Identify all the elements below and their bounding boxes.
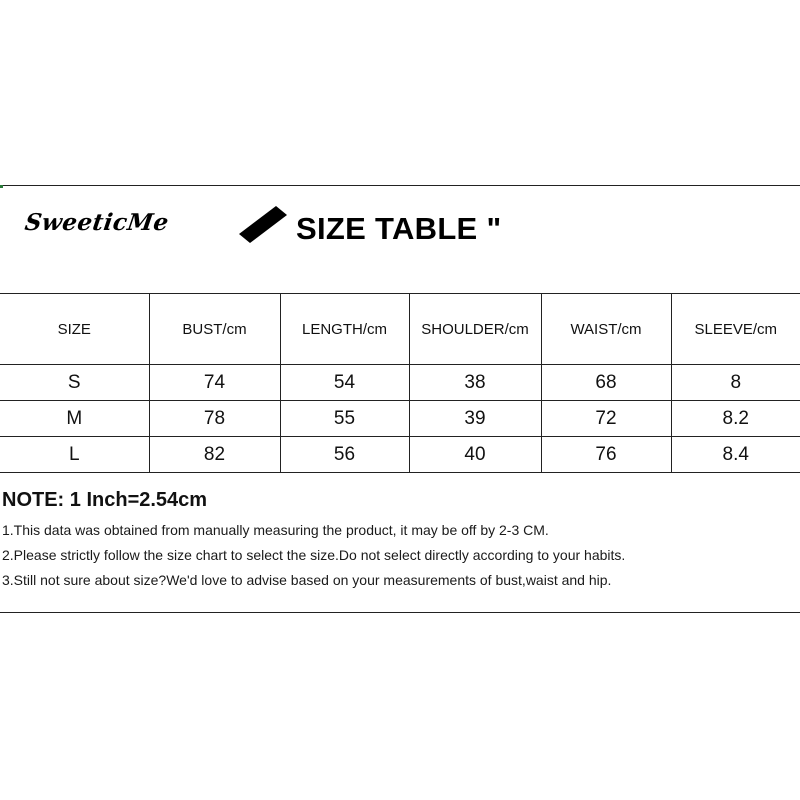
column-header-size: SIZE [0, 294, 149, 365]
table-cell: 38 [409, 365, 541, 401]
table-cell: 39 [409, 401, 541, 437]
column-header-shoulder: SHOULDER/cm [409, 294, 541, 365]
column-header-bust: BUST/cm [149, 294, 280, 365]
note-heading: NOTE: 1 Inch=2.54cm [2, 489, 208, 511]
table-cell: 8.4 [671, 437, 800, 473]
page-title: SIZE TABLE " [296, 211, 502, 246]
column-header-length: LENGTH/cm [280, 294, 409, 365]
table-cell: 8 [671, 365, 800, 401]
table-row [0, 401, 800, 437]
note-line: 1.This data was obtained from manually measuring the product, it may be off by 2-3 CM. [2, 522, 549, 538]
column-header-sleeve: SLEEVE/cm [671, 294, 800, 365]
table-cell: 78 [149, 401, 280, 437]
size-chart-card [0, 185, 800, 613]
table-cell: 55 [280, 401, 409, 437]
table-cell: 76 [541, 437, 671, 473]
table-cell: 72 [541, 401, 671, 437]
table-cell: 74 [149, 365, 280, 401]
table-cell: M [0, 401, 149, 437]
table-header-row [0, 294, 800, 365]
note-line: 3.Still not sure about size?We'd love to advise based on your measurements of bust,waist and hip. [2, 572, 612, 588]
table-cell: L [0, 437, 149, 473]
notes-section [2, 489, 798, 597]
table-cell: S [0, 365, 149, 401]
slash-bar-icon [236, 203, 290, 243]
column-header-waist: WAIST/cm [541, 294, 671, 365]
table-cell: 54 [280, 365, 409, 401]
table-cell: 40 [409, 437, 541, 473]
table-cell: 56 [280, 437, 409, 473]
table-cell: 82 [149, 437, 280, 473]
table-cell: 68 [541, 365, 671, 401]
note-line: 2.Please strictly follow the size chart to select the size.Do not select directly according to your habits. [2, 547, 626, 563]
brand-logo: SweeticMe [23, 209, 171, 236]
accent-mark [0, 185, 3, 188]
table-cell: 8.2 [671, 401, 800, 437]
table-row [0, 365, 800, 401]
size-table [0, 293, 800, 473]
table-row [0, 437, 800, 473]
